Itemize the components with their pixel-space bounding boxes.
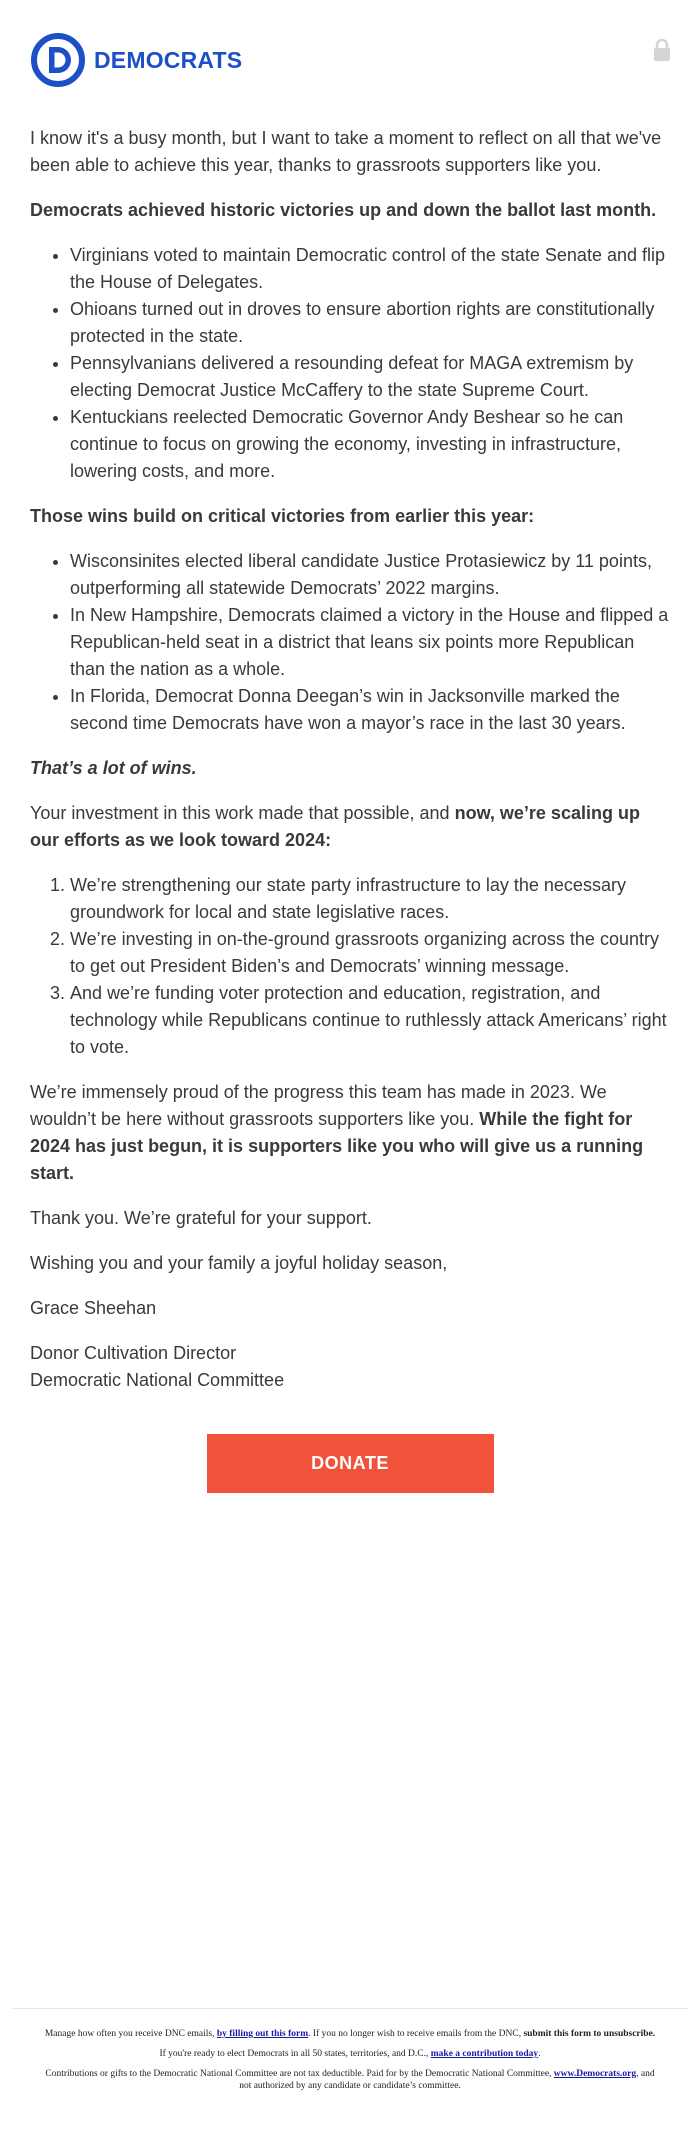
- footer-manage-text: Manage how often you receive DNC emails,: [44, 2029, 217, 2039]
- donate-container: [0, 1434, 700, 1493]
- donate-button[interactable]: DONATE: [207, 1434, 494, 1493]
- list-item: • Kentuckians reelected Democratic Governor Andy Beshear so he can continue to focus on growing the economy, investing in infrastructure, lowering costs, and more.: [70, 404, 670, 485]
- section1-heading: Democrats achieved historic victories up and down the ballot last month.: [30, 200, 657, 220]
- proud-text: We’re immensely proud of the progress this team has made in 2023. We wouldn’t be here without grassroots supporters like you.: [30, 1082, 607, 1129]
- list-item: 3. And we’re funding voter protection and education, registration, and technology while Republicans continue to ruthlessly attack Americans’ right to vote.: [70, 980, 670, 1061]
- list-item: • Wisconsinites elected liberal candidate Justice Protasiewicz by 11 points, outperforming all statewide Democrats’ 2022 margins.: [70, 548, 670, 602]
- signer-name: Grace Sheehan: [30, 1298, 157, 1318]
- footer-manage: [40, 2028, 660, 2040]
- footer-legal: [40, 2068, 660, 2092]
- section2-heading: Those wins build on critical victories from earlier this year:: [30, 506, 535, 526]
- footer-ready-text: If you're ready to elect Democrats in all 50 states, territories, and D.C.,: [159, 2049, 431, 2059]
- investment-text: Your investment in this work made that possible, and: [30, 803, 455, 823]
- footer-legal-text: Contributions or gifts to the Democratic National Committee are not tax deductible. Paid for by the Democratic National Committee,: [45, 2069, 554, 2079]
- lock-icon: [652, 38, 672, 62]
- unsubscribe-link[interactable]: submit this form to unsubscribe.: [523, 2029, 656, 2039]
- wishing-text: Wishing you and your family a joyful holiday season,: [30, 1253, 448, 1273]
- plan-list: [30, 872, 670, 1061]
- proud-paragraph: [30, 1079, 670, 1187]
- signature-block: [30, 1340, 670, 1394]
- footer-legal-post: , and not authorized by any candidate or candidate’s committee.: [239, 2069, 655, 2091]
- section2-list: [30, 548, 670, 737]
- footer-divider: [12, 2008, 688, 2009]
- intro-paragraph: I know it's a busy month, but I want to take a moment to reflect on all that we've been able to achieve this year, thanks to grassroots supporters like you.: [30, 128, 662, 175]
- proud-bold-text: While the fight for 2024 has just begun, it is supporters like you who will give us a running start.: [30, 1109, 644, 1183]
- section1-list: [30, 242, 670, 485]
- list-item: • Pennsylvanians delivered a resounding defeat for MAGA extremism by electing Democrat Justice McCaffery to the state Supreme Court.: [70, 350, 670, 404]
- investment-paragraph: [30, 800, 670, 854]
- signer-org: Democratic National Committee: [30, 1370, 285, 1390]
- footer-ready-post: .: [538, 2049, 541, 2059]
- footer: [40, 2028, 660, 2100]
- lots-of-wins-text: That’s a lot of wins.: [30, 758, 197, 778]
- contribution-link[interactable]: make a contribution today: [430, 2049, 539, 2059]
- investment-bold-text: now, we’re scaling up our efforts as we look toward 2024:: [30, 803, 640, 850]
- header: [30, 32, 242, 88]
- list-item: 1. We’re strengthening our state party infrastructure to lay the necessary groundwork for local and state legislative races.: [70, 872, 670, 926]
- list-item: • Virginians voted to maintain Democratic control of the state Senate and flip the House of Delegates.: [70, 242, 670, 296]
- signer-title: Donor Cultivation Director: [30, 1343, 237, 1363]
- thanks-text: Thank you. We’re grateful for your support.: [30, 1208, 372, 1228]
- list-item: • Ohioans turned out in droves to ensure abortion rights are constitutionally protected in the state.: [70, 296, 670, 350]
- list-item: • In New Hampshire, Democrats claimed a victory in the House and flipped a Republican-held seat in a district that leans six points more Republican than the nation as a whole.: [70, 602, 670, 683]
- democrats-org-link[interactable]: www.Democrats.org: [553, 2069, 637, 2079]
- list-item: • In Florida, Democrat Donna Deegan’s win in Jacksonville marked the second time Democrats have won a mayor’s race in the last 30 years.: [70, 683, 670, 737]
- logo-text[interactable]: DEMOCRATS: [94, 46, 243, 73]
- democrats-logo-icon[interactable]: [30, 32, 86, 88]
- list-item: 2. We’re investing in on-the-ground grassroots organizing across the country to get out President Biden’s and Democrats’ winning message.: [70, 926, 670, 980]
- footer-manage-mid: . If you no longer wish to receive emails from the DNC,: [308, 2029, 524, 2039]
- footer-ready: [40, 2048, 660, 2060]
- manage-form-link[interactable]: by filling out this form: [216, 2029, 309, 2039]
- email-body: [30, 125, 670, 1412]
